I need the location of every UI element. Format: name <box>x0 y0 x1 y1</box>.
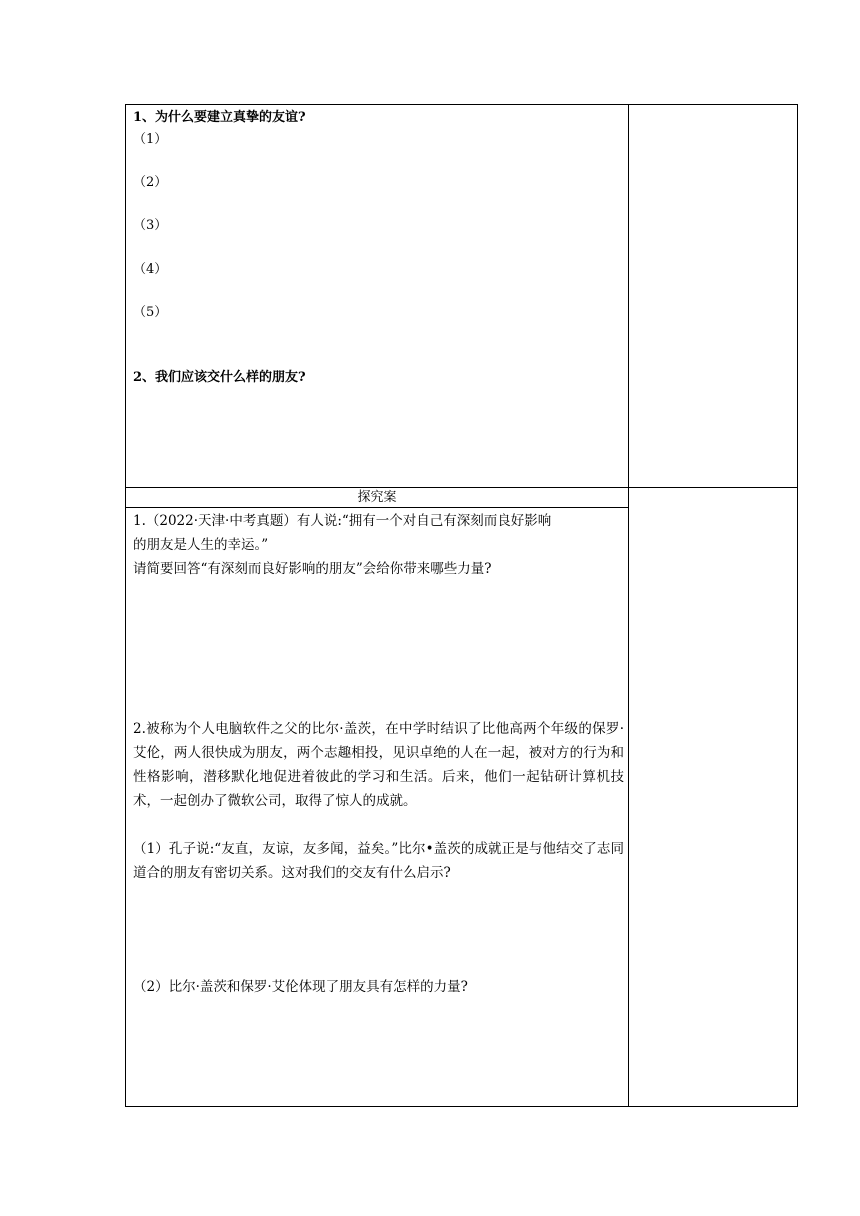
exploration-q1-line-3: 请简要回答“有深刻而良好影响的朋友”会给你带来哪些力量? <box>133 561 492 578</box>
question-1: 1、为什么要建立真挚的友谊? <box>133 110 306 125</box>
exploration-q2-sub1: （1）孔子说:“友直，友谅，友多闻，益矣。”比尔•盖茨的成就正是与他结交了志同道合的朋友有密切关系。这对我们的交友有什么启示? <box>133 841 624 882</box>
answer-slot-3: （3） <box>133 218 168 233</box>
section-1-row <box>126 105 798 488</box>
worksheet-table <box>125 104 798 1107</box>
section-1-main-cell <box>126 105 629 488</box>
exploration-q1-line-2: 的朋友是人生的幸运。” <box>133 537 269 554</box>
answer-slot-2: （2） <box>133 175 168 190</box>
exploration-q2-paragraph: 2.被称为个人电脑软件之父的比尔·盖茨，在中学时结识了比他高两个年级的保罗·艾伦，两人很快成为朋友，两个志趣相投，见识卓绝的人在一起，被对方的行为和性格影响，潜移默化地促进着彼此的学习和生活。后来，他们一起钻研计算机技术，一起创办了微软公司，取得了惊人的成就。 <box>133 721 624 810</box>
section-2-header-row <box>126 488 798 508</box>
exploration-q2-sub2: （2）比尔·盖茨和保罗·艾伦体现了朋友具有怎样的力量? <box>133 979 468 996</box>
section-2-notes-cell <box>629 488 798 1107</box>
answer-slot-5: （5） <box>133 305 168 320</box>
answer-slot-4: （4） <box>133 262 168 277</box>
exploration-q1-line-1: 1.（2022·天津·中考真题）有人说:“拥有一个对自己有深刻而良好影响 <box>133 513 552 530</box>
section-1-notes-cell <box>629 105 798 488</box>
question-2: 2、我们应该交什么样的朋友? <box>133 370 306 385</box>
answer-slot-1: （1） <box>133 132 168 147</box>
section-2-header: 探究案 <box>126 488 629 508</box>
section-2-main-cell <box>126 508 629 1107</box>
